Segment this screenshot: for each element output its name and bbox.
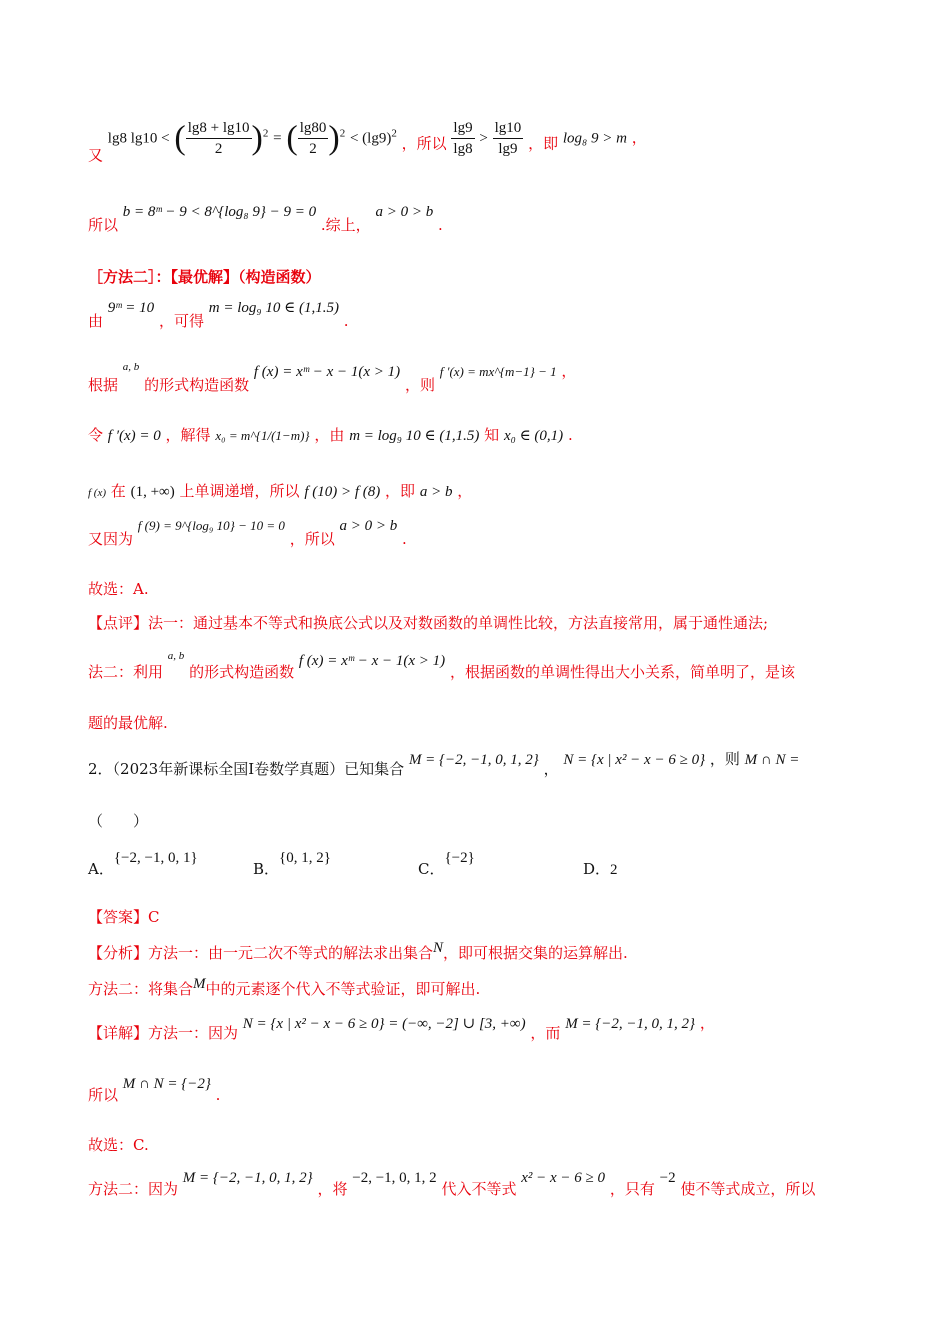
line-b-less-zero: 所以 b = 8ᵐ − 9 < 8^{log₈ 9} − 9 = 0 .综上， a > 0 > b . bbox=[88, 204, 443, 234]
option-d[interactable]: D．2 bbox=[583, 860, 618, 878]
answer-a: 故选：A. bbox=[88, 580, 149, 598]
question-2: 2．（2023年新课标全国Ⅰ卷数学真题）已知集合 M = {−2, −1, 0, 1, 2} ， N = {x | x² − x − 6 ≥ 0} ，则 M ∩ N = bbox=[88, 750, 800, 778]
fraction-1: $\frac{\lg 8 + \lg 10}{2}$ bbox=[187, 120, 250, 157]
line-derivative-zero: 令 f ′(x) = 0 ，解得 x₀ = m^{1/(1−m)} ，由 m = log₉ 10 ∈ (1,1.5) 知 x₀ ∈ (0,1) . bbox=[88, 426, 573, 444]
analysis-method-two: 方法二：将集合M中的元素逐个代入不等式验证，即可解出. bbox=[88, 976, 481, 998]
option-a[interactable]: A．{−2, −1, 0, 1} bbox=[88, 850, 198, 878]
option-c[interactable]: C．{−2} bbox=[418, 850, 475, 878]
comment-method-one: 【点评】法一：通过基本不等式和换底公式以及对数函数的单调性比较，方法直接常用，属于通性通法; bbox=[88, 614, 769, 632]
line-construct-function: 根据 $^{a, b}$ 的形式构造函数 f (x) = xᵐ − x − 1(x > 1) ，则 f ′(x) = mx^{m−1} − 1 ， bbox=[88, 361, 577, 394]
detail-method-one: 【详解】方法一：因为 N = {x | x² − x − 6 ≥ 0} = (−∞, −2] ∪ [3, +∞) ，而 M = {−2, −1, 0, 1, 2} ， bbox=[88, 1014, 715, 1042]
line-inequality-1: 又 lg8 lg10 < ( $\frac{\lg 8 + \lg 10}{2}$ )$^2$ = ( $\frac{\lg 80}{2}$ )$^2 < (\lg 9)^2$ ，所以 $\frac{\lg 9}{\lg 8}$ > $\frac{\lg 10}{\lg 9}$ ，即 log₈ 9 > m ， bbox=[88, 119, 647, 165]
answer-tag: 【答案】C bbox=[88, 908, 160, 926]
option-b[interactable]: B．{0, 1, 2} bbox=[253, 850, 331, 878]
detail-method-two: 方法二：因为 M = {−2, −1, 0, 1, 2} ，将 −2, −1, 0, 1, 2 代入不等式 x² − x − 6 ≥ 0 ，只有 −2 使不等式成立，所以 bbox=[88, 1170, 816, 1198]
analysis-method-one: 【分析】方法一：由一元二次不等式的解法求出集合N，即可根据交集的运算解出. bbox=[88, 940, 628, 962]
line-f9: 又因为 f (9) = 9^{log₉ 10} − 10 = 0 ，所以 a > 0 > b . bbox=[88, 518, 407, 548]
detail-intersection: 所以 M ∩ N = {−2} . bbox=[88, 1076, 221, 1104]
line-monotonic: f (x) 在 (1, +∞) 上单调递增，所以 f (10) > f (8) ，即 a > b ， bbox=[88, 482, 473, 500]
fraction-2: $\frac{\lg 80}{2}$ bbox=[299, 120, 327, 157]
comment-method-two: 法二：利用 $^{a, b}$ 的形式构造函数 f (x) = xᵐ − x − 1(x > 1) ，根据函数的单调性得出大小关系，简单明了，是该 bbox=[88, 650, 795, 681]
line-m-value: 由 9ᵐ = 10 ，可得 m = log₉ 10 ∈ (1,1.5) . bbox=[88, 300, 349, 330]
fraction-3: $\frac{\lg 9}{\lg 8}$ bbox=[453, 120, 473, 157]
answer-c: 故选：C. bbox=[88, 1136, 149, 1154]
method-two-heading: ［方法二］：【最优解】（构造函数） bbox=[88, 268, 321, 286]
lead-you: 又 bbox=[88, 146, 104, 165]
answer-paren: （ ） bbox=[88, 812, 149, 830]
expr-lg: lg8 lg10 < bbox=[107, 130, 170, 147]
fraction-4: $\frac{\lg 10}{\lg 9}$ bbox=[494, 120, 522, 157]
comment-best: 题的最优解. bbox=[88, 714, 168, 732]
